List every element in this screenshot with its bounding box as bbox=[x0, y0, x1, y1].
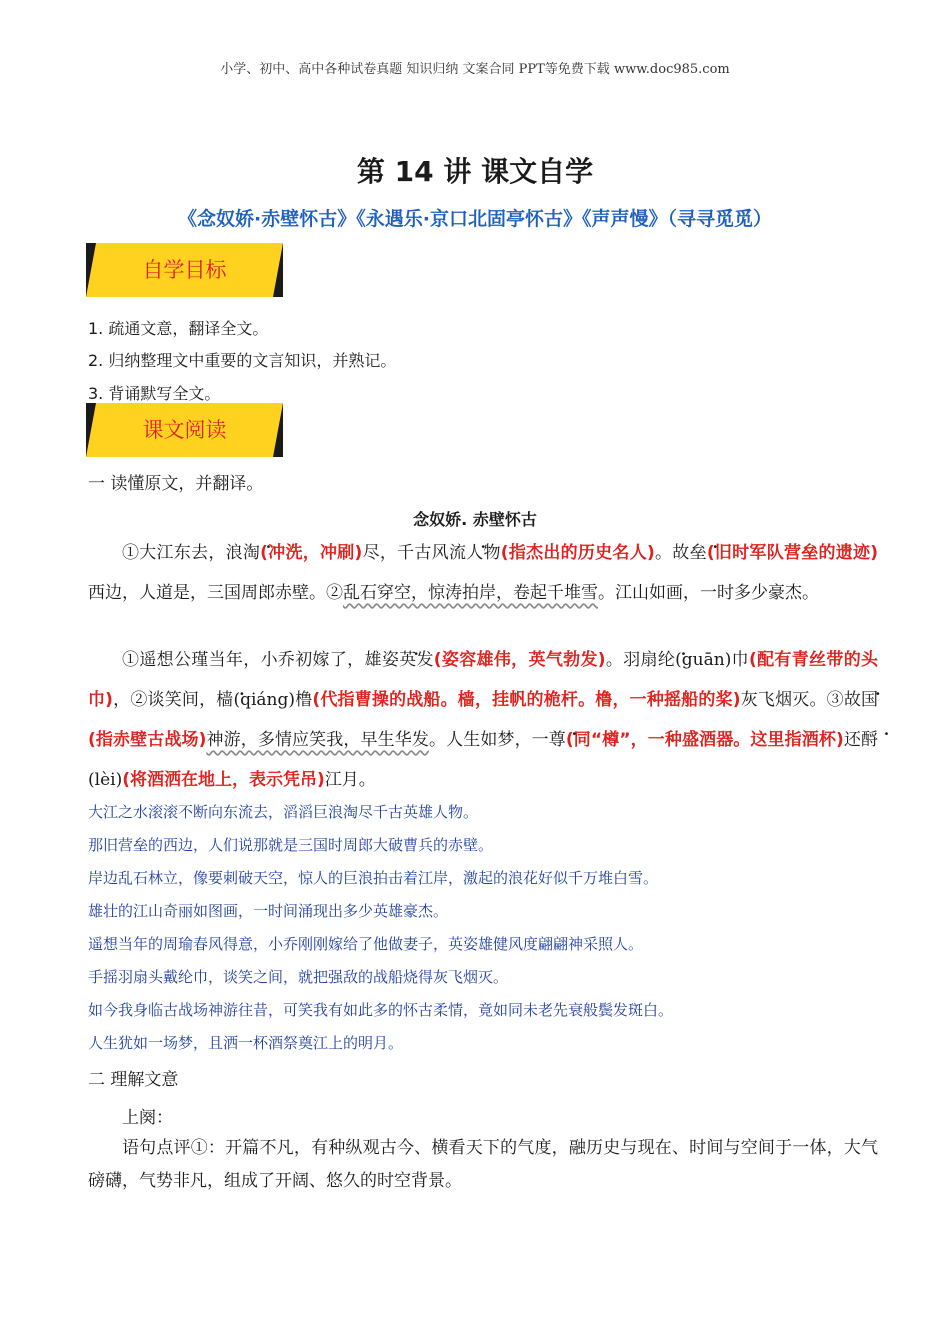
emphasis-word: 故国 bbox=[843, 690, 879, 710]
annotation: (代指曹操的战船。樯，挂帆的桅杆。橹，一种摇船的桨) bbox=[312, 690, 741, 710]
page-header: 小学、初中、高中各种试卷真题 知识归纳 文案合同 PPT等免费下载 www.doc985.com bbox=[220, 62, 730, 77]
annotation: (指杰出的历史名人) bbox=[500, 543, 655, 563]
text: (qiáng)橹 bbox=[233, 690, 313, 710]
annotation: (冲洗，冲刷) bbox=[260, 543, 363, 563]
subsection-label: 上阕： bbox=[122, 1108, 173, 1128]
page-subtitle: 《念奴娇·赤壁怀古》《永遇乐·京口北固亭怀古》《声声慢》（寻寻觅觅） bbox=[178, 208, 772, 230]
text: 还 bbox=[843, 730, 862, 750]
emphasis-word: 垒 bbox=[689, 543, 707, 563]
poem-paragraph-1 bbox=[88, 533, 878, 613]
section-banner-goals bbox=[86, 243, 283, 297]
goal-item: 1. 疏通文意，翻译全文。 bbox=[88, 319, 269, 338]
annotation: (配有青丝带的头巾) bbox=[88, 650, 879, 710]
text: (lèi) bbox=[88, 770, 123, 790]
banner-label: 课文阅读 bbox=[142, 418, 227, 442]
translation-line: 如今我身临古战场神游往昔，可笑我有如此多的怀古柔情，竟如同未老先衰般鬓发斑白。 bbox=[88, 1001, 674, 1019]
text: 尽，千古风 bbox=[362, 543, 449, 563]
text: 。故 bbox=[654, 543, 690, 563]
emphasis-word: 流人 bbox=[448, 543, 484, 563]
wavy-underlined-text: 乱石穿空，惊涛拍岸，卷起千堆雪 bbox=[343, 583, 598, 603]
text: 西边，人道是，三国周郎赤壁。② bbox=[88, 583, 343, 603]
emphasis-word: 雄姿英发 bbox=[364, 650, 434, 670]
poem-paragraph-2 bbox=[88, 640, 878, 800]
emphasis-word: 淘 bbox=[242, 543, 261, 563]
section-heading: 一 读懂原文，并翻译。 bbox=[88, 474, 264, 494]
text: 江月。 bbox=[324, 770, 376, 790]
text: ，②谈笑间， bbox=[112, 690, 217, 710]
goal-item: 2. 归纳整理文中重要的文言知识，并熟记。 bbox=[88, 351, 397, 370]
wavy-underlined-text: 神游，多情应笑我，早生华发 bbox=[206, 730, 429, 750]
text: 物 bbox=[483, 543, 501, 563]
translation-line: 那旧营垒的西边，人们说那就是三国时周郎大破曹兵的赤壁。 bbox=[88, 836, 494, 854]
annotation: (姿容雄伟，英气勃发) bbox=[433, 650, 606, 670]
translation-line: 雄壮的江山奇丽如图画，一时间涌现出多少英雄豪杰。 bbox=[88, 902, 449, 920]
section-heading: 二 理解文意 bbox=[88, 1070, 179, 1090]
annotation: (旧时军队营垒的遗迹) bbox=[706, 543, 879, 563]
emphasis-word: 尊 bbox=[548, 730, 566, 750]
text: ①大江东去，浪 bbox=[122, 543, 243, 563]
translation-line: 遥想当年的周瑜春风得意，小乔刚刚嫁给了他做妻子，英姿雄健风度翩翩神采照人。 bbox=[88, 935, 644, 953]
translation-line: 大江之水滚滚不断向东流去，滔滔巨浪淘尽千古英雄人物。 bbox=[88, 803, 479, 821]
translation-line: 岸边乱石林立，像要刺破天空，惊人的巨浪拍击着江岸，激起的浪花好似千万堆白雪。 bbox=[88, 869, 659, 887]
section-banner-reading bbox=[86, 403, 283, 457]
text: 。江山如画，一时多少豪杰。 bbox=[598, 583, 819, 603]
text: (guān)巾 bbox=[675, 650, 749, 670]
goal-item: 3. 背诵默写全文。 bbox=[88, 384, 221, 403]
emphasis-word: 纶 bbox=[657, 650, 676, 670]
banner-label: 自学目标 bbox=[142, 258, 227, 282]
annotation: (将酒洒在地上，表示凭吊) bbox=[122, 770, 325, 790]
text: 。羽扇 bbox=[605, 650, 658, 670]
poem-title: 念奴娇. 赤壁怀古 bbox=[413, 510, 537, 529]
comment-paragraph: 语句点评①：开篇不凡，有种纵观古今、横看天下的气度，融历史与现在、时间与空间于一体，大气磅礴，气势非凡，组成了开阔、悠久的时空背景。 bbox=[88, 1138, 878, 1191]
translation-line: 手摇羽扇头戴纶巾，谈笑之间，就把强敌的战船烧得灰飞烟灭。 bbox=[88, 968, 509, 986]
text: 灰飞烟灭。③ bbox=[740, 690, 844, 710]
page-title: 第 14 讲 课文自学 bbox=[356, 155, 594, 188]
text: ①遥想公瑾当年，小乔初嫁了， bbox=[122, 650, 365, 670]
emphasis-word: 酹 bbox=[861, 730, 879, 750]
translation-line: 人生犹如一场梦，且洒一杯酒祭奠江上的明月。 bbox=[88, 1034, 404, 1052]
emphasis-word: 樯 bbox=[216, 690, 234, 710]
annotation: (指赤壁古战场) bbox=[88, 730, 207, 750]
annotation: (同“樽”，一种盛酒器。这里指酒杯) bbox=[565, 730, 844, 750]
text: 。人生如梦，一 bbox=[428, 730, 549, 750]
